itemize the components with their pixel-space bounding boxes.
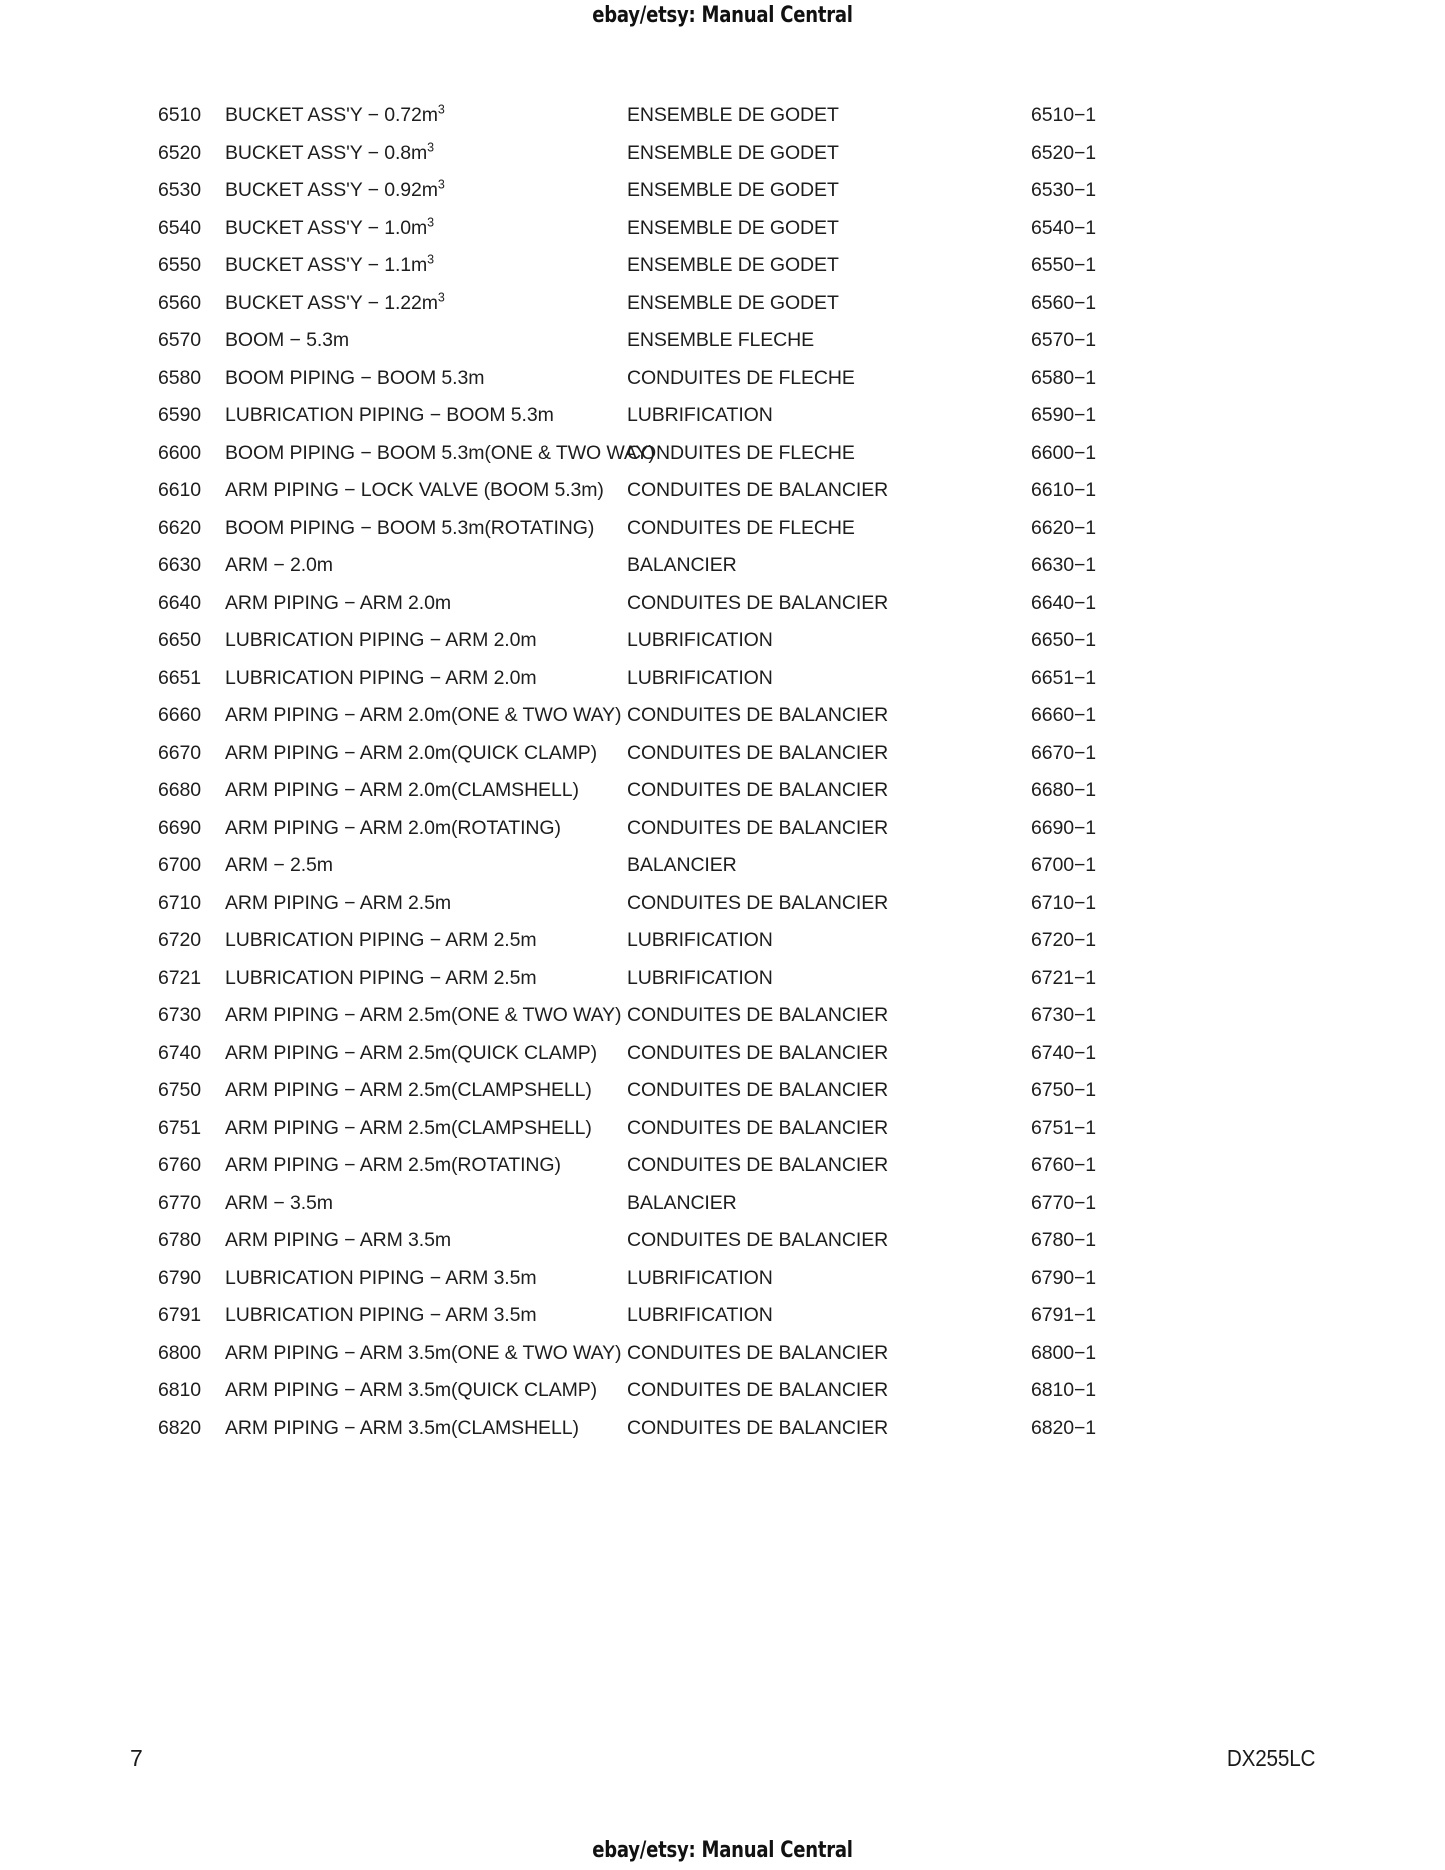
part-description-french: CONDUITES DE BALANCIER bbox=[627, 591, 889, 614]
table-row bbox=[0, 217, 1445, 255]
part-description-french: CONDUITES DE BALANCIER bbox=[627, 1116, 889, 1139]
part-description-french: CONDUITES DE BALANCIER bbox=[627, 1379, 889, 1401]
table-row bbox=[0, 367, 1445, 405]
part-reference: 6770−1 bbox=[1031, 1191, 1097, 1214]
part-reference: 6810−1 bbox=[1031, 1379, 1097, 1401]
part-description-english: BOOM − 5.3m bbox=[225, 329, 350, 351]
part-code: 6570 bbox=[158, 329, 201, 351]
part-code: 6651 bbox=[158, 666, 201, 689]
part-description-english: ARM − 2.5m bbox=[225, 854, 333, 876]
part-description-english: BUCKET $ASS'Y - 0.8m^3$ bbox=[225, 140, 435, 164]
table-row bbox=[0, 817, 1445, 855]
part-description-french: CONDUITES DE BALANCIER bbox=[627, 1229, 889, 1251]
table-row bbox=[0, 1042, 1445, 1080]
part-description-english: ARM − 2.0m bbox=[225, 554, 333, 576]
table-row bbox=[0, 1342, 1445, 1380]
part-description-english: LUBRICATION PIPING − ARM 2.0m bbox=[225, 666, 537, 689]
part-description-french: BALANCIER bbox=[627, 1191, 737, 1214]
part-description-english: ARM PIPING − ARM 3.5m(CLAMSHELL) bbox=[225, 1416, 579, 1439]
part-reference: 6600−1 bbox=[1031, 441, 1097, 464]
table-row bbox=[0, 179, 1445, 217]
table-row bbox=[0, 1117, 1445, 1155]
table-row bbox=[0, 442, 1445, 480]
part-description-english: BUCKET $ASS'Y - 0.72m^3$ bbox=[225, 102, 445, 126]
part-code: 6800 bbox=[158, 1341, 201, 1364]
part-reference: 6751−1 bbox=[1031, 1116, 1097, 1139]
part-description-english: ARM PIPING − ARM 2.0m(ONE & TWO WAY) bbox=[225, 704, 622, 726]
part-description-english: LUBRICATION PIPING − ARM 2.5m bbox=[225, 966, 537, 989]
part-reference: 6721−1 bbox=[1031, 966, 1097, 989]
part-code: 6710 bbox=[158, 891, 201, 914]
table-row bbox=[0, 479, 1445, 517]
part-reference: 6510−1 bbox=[1031, 104, 1097, 126]
table-row bbox=[0, 592, 1445, 630]
part-description-french: LUBRIFICATION bbox=[627, 629, 773, 651]
part-reference: 6760−1 bbox=[1031, 1154, 1097, 1176]
part-code: 6780 bbox=[158, 1229, 201, 1251]
table-row bbox=[0, 254, 1445, 292]
part-reference: 6690−1 bbox=[1031, 816, 1097, 839]
part-code: 6750 bbox=[158, 1079, 201, 1101]
part-description-french: CONDUITES DE BALANCIER bbox=[627, 741, 889, 764]
part-reference: 6800−1 bbox=[1031, 1341, 1097, 1364]
part-reference: 6820−1 bbox=[1031, 1416, 1097, 1439]
part-reference: 6700−1 bbox=[1031, 854, 1097, 876]
part-description-french: CONDUITES DE BALANCIER bbox=[627, 1416, 889, 1439]
part-code: 6820 bbox=[158, 1416, 201, 1439]
part-code: 6610 bbox=[158, 479, 201, 501]
table-row bbox=[0, 779, 1445, 817]
table-row bbox=[0, 329, 1445, 367]
part-description-english: ARM PIPING − ARM 3.5m bbox=[225, 1229, 451, 1251]
table-row bbox=[0, 292, 1445, 330]
table-row bbox=[0, 1379, 1445, 1417]
part-code: 6670 bbox=[158, 741, 201, 764]
superscript-three: 3 bbox=[437, 290, 445, 304]
part-code: 6721 bbox=[158, 966, 201, 989]
part-code: 6740 bbox=[158, 1041, 201, 1064]
part-description-english: ARM PIPING − ARM 2.0m(ROTATING) bbox=[225, 816, 561, 839]
part-description-french: LUBRIFICATION bbox=[627, 1266, 773, 1289]
part-code: 6620 bbox=[158, 516, 201, 539]
part-reference: 6630−1 bbox=[1031, 554, 1097, 576]
part-code: 6791 bbox=[158, 1304, 201, 1326]
part-description-french: CONDUITES DE FLECHE bbox=[627, 366, 855, 389]
part-code: 6650 bbox=[158, 629, 201, 651]
part-code: 6560 bbox=[158, 291, 201, 314]
part-description-english: ARM PIPING − ARM 2.5m(ONE & TWO WAY) bbox=[225, 1004, 622, 1026]
part-description-english: ARM PIPING − ARM 2.5m(QUICK CLAMP) bbox=[225, 1041, 598, 1064]
part-code: 6770 bbox=[158, 1191, 201, 1214]
superscript-three: 3 bbox=[427, 215, 435, 229]
table-row bbox=[0, 742, 1445, 780]
watermark-header: ebay/etsy: Manual Central bbox=[592, 3, 853, 28]
model-designation: DX255LC bbox=[1226, 1745, 1315, 1771]
table-row bbox=[0, 1154, 1445, 1192]
superscript-three: 3 bbox=[427, 140, 435, 154]
part-description-french: CONDUITES DE BALANCIER bbox=[627, 1041, 889, 1064]
part-description-english: LUBRICATION PIPING − BOOM 5.3m bbox=[225, 404, 554, 426]
part-description-english: ARM PIPING − ARM 2.5m(CLAMPSHELL) bbox=[225, 1116, 592, 1139]
superscript-three: 3 bbox=[437, 177, 445, 192]
part-description-english: BUCKET $ASS'Y - 1.1m^3$ bbox=[225, 252, 435, 276]
part-code: 6790 bbox=[158, 1266, 201, 1289]
table-row bbox=[0, 1192, 1445, 1230]
part-code: 6510 bbox=[158, 104, 201, 126]
part-description-french: CONDUITES DE BALANCIER bbox=[627, 479, 889, 501]
part-reference: 6520−1 bbox=[1031, 141, 1097, 164]
part-reference: 6570−1 bbox=[1031, 329, 1097, 351]
part-description-english: ARM PIPING − ARM 2.5m(CLAMPSHELL) bbox=[225, 1079, 592, 1101]
part-code: 6590 bbox=[158, 404, 201, 426]
part-reference: 6660−1 bbox=[1031, 704, 1097, 726]
part-description-english: ARM PIPING − ARM 2.0m bbox=[225, 591, 451, 614]
table-row bbox=[0, 404, 1445, 442]
part-reference: 6730−1 bbox=[1031, 1004, 1097, 1026]
part-description-french: ENSEMBLE DE GODET bbox=[627, 291, 839, 314]
part-description-english: ARM PIPING − ARM 2.0m(QUICK CLAMP) bbox=[225, 741, 598, 764]
part-description-french: LUBRIFICATION bbox=[627, 666, 773, 689]
part-reference: 6580−1 bbox=[1031, 366, 1097, 389]
part-description-french: CONDUITES DE BALANCIER bbox=[627, 1004, 889, 1026]
part-description-french: ENSEMBLE FLECHE bbox=[627, 329, 815, 351]
part-code: 6810 bbox=[158, 1379, 201, 1401]
part-reference: 6780−1 bbox=[1031, 1229, 1097, 1251]
table-row bbox=[0, 854, 1445, 892]
part-reference: 6620−1 bbox=[1031, 516, 1097, 539]
table-row bbox=[0, 517, 1445, 555]
part-reference: 6670−1 bbox=[1031, 741, 1097, 764]
part-code: 6760 bbox=[158, 1154, 201, 1176]
part-reference: 6791−1 bbox=[1031, 1304, 1097, 1326]
part-description-english: ARM PIPING − ARM 3.5m(QUICK CLAMP) bbox=[225, 1379, 598, 1401]
part-reference: 6560−1 bbox=[1031, 291, 1097, 314]
part-reference: 6750−1 bbox=[1031, 1079, 1097, 1101]
table-row bbox=[0, 1267, 1445, 1305]
part-reference: 6680−1 bbox=[1031, 779, 1097, 801]
part-code: 6530 bbox=[158, 179, 201, 201]
part-code: 6730 bbox=[158, 1004, 201, 1026]
part-reference: 6530−1 bbox=[1031, 179, 1097, 201]
part-description-french: CONDUITES DE BALANCIER bbox=[627, 779, 889, 801]
part-code: 6550 bbox=[158, 254, 201, 276]
part-description-french: LUBRIFICATION bbox=[627, 929, 773, 951]
part-code: 6600 bbox=[158, 441, 201, 464]
part-description-french: CONDUITES DE FLECHE bbox=[627, 516, 855, 539]
part-code: 6751 bbox=[158, 1116, 201, 1139]
table-row bbox=[0, 929, 1445, 967]
part-description-french: LUBRIFICATION bbox=[627, 966, 773, 989]
part-description-english: ARM PIPING − ARM 2.0m(CLAMSHELL) bbox=[225, 779, 579, 801]
part-description-french: LUBRIFICATION bbox=[627, 1304, 773, 1326]
part-description-english: ARM PIPING − ARM 2.5m bbox=[225, 891, 451, 914]
part-code: 6520 bbox=[158, 141, 201, 164]
table-row bbox=[0, 667, 1445, 705]
part-reference: 6640−1 bbox=[1031, 591, 1097, 614]
table-row bbox=[0, 629, 1445, 667]
part-description-french: CONDUITES DE BALANCIER bbox=[627, 1341, 889, 1364]
part-code: 6630 bbox=[158, 554, 201, 576]
table-row bbox=[0, 1304, 1445, 1342]
part-description-french: CONDUITES DE BALANCIER bbox=[627, 1154, 889, 1176]
table-row bbox=[0, 892, 1445, 930]
part-reference: 6610−1 bbox=[1031, 479, 1097, 501]
part-description-english: LUBRICATION PIPING − ARM 3.5m bbox=[225, 1266, 537, 1289]
part-code: 6540 bbox=[158, 216, 201, 239]
table-row bbox=[0, 104, 1445, 142]
part-code: 6690 bbox=[158, 816, 201, 839]
part-description-french: CONDUITES DE FLECHE bbox=[627, 441, 855, 464]
superscript-three: 3 bbox=[427, 252, 435, 267]
part-description-english: ARM PIPING − ARM 3.5m(ONE & TWO WAY) bbox=[225, 1341, 622, 1364]
part-description-english: BOOM PIPING − BOOM 5.3m(ROTATING) bbox=[225, 516, 595, 539]
part-description-english: ARM PIPING − LOCK VALVE (BOOM 5.3m) bbox=[225, 479, 604, 501]
part-description-english: ARM − 3.5m bbox=[225, 1191, 333, 1214]
table-row bbox=[0, 704, 1445, 742]
part-description-french: BALANCIER bbox=[627, 554, 737, 576]
table-row bbox=[0, 1417, 1445, 1455]
table-row bbox=[0, 142, 1445, 180]
part-description-english: ARM PIPING − ARM 2.5m(ROTATING) bbox=[225, 1154, 561, 1176]
part-description-english: LUBRICATION PIPING − ARM 3.5m bbox=[225, 1304, 537, 1326]
part-reference: 6650−1 bbox=[1031, 629, 1097, 651]
part-reference: 6710−1 bbox=[1031, 891, 1097, 914]
page-footer bbox=[0, 1745, 1445, 1785]
part-description-french: CONDUITES DE BALANCIER bbox=[627, 1079, 889, 1101]
page-number: 7 bbox=[130, 1745, 143, 1771]
part-code: 6580 bbox=[158, 366, 201, 389]
watermark-footer: ebay/etsy: Manual Central bbox=[592, 1838, 853, 1863]
table-row bbox=[0, 967, 1445, 1005]
part-code: 6640 bbox=[158, 591, 201, 614]
part-description-english: LUBRICATION PIPING − ARM 2.5m bbox=[225, 929, 537, 951]
part-description-french: CONDUITES DE BALANCIER bbox=[627, 704, 889, 726]
part-description-french: ENSEMBLE DE GODET bbox=[627, 141, 839, 164]
part-description-french: ENSEMBLE DE GODET bbox=[627, 179, 839, 201]
part-description-english: BOOM PIPING − BOOM 5.3m bbox=[225, 366, 485, 389]
part-reference: 6550−1 bbox=[1031, 254, 1097, 276]
part-reference: 6740−1 bbox=[1031, 1041, 1097, 1064]
part-description-french: CONDUITES DE BALANCIER bbox=[627, 891, 889, 914]
table-row bbox=[0, 554, 1445, 592]
part-reference: 6651−1 bbox=[1031, 666, 1097, 689]
table-row bbox=[0, 1079, 1445, 1117]
part-code: 6700 bbox=[158, 854, 201, 876]
part-reference: 6790−1 bbox=[1031, 1266, 1097, 1289]
part-description-french: BALANCIER bbox=[627, 854, 737, 876]
part-description-french: ENSEMBLE DE GODET bbox=[627, 216, 839, 239]
part-description-english: BUCKET $ASS'Y - 0.92m^3$ bbox=[225, 177, 445, 201]
table-row bbox=[0, 1004, 1445, 1042]
part-description-french: CONDUITES DE BALANCIER bbox=[627, 816, 889, 839]
part-code: 6660 bbox=[158, 704, 201, 726]
part-description-english: LUBRICATION PIPING − ARM 2.0m bbox=[225, 629, 537, 651]
part-code: 6720 bbox=[158, 929, 201, 951]
part-description-english: BUCKET $ASS'Y - 1.22m^3$ bbox=[225, 290, 445, 314]
part-description-english: BOOM PIPING − BOOM 5.3m(ONE & TWO WAY) bbox=[225, 441, 655, 464]
part-description-french: ENSEMBLE DE GODET bbox=[627, 254, 839, 276]
part-reference: 6590−1 bbox=[1031, 404, 1097, 426]
part-description-french: LUBRIFICATION bbox=[627, 404, 773, 426]
table-row bbox=[0, 1229, 1445, 1267]
part-description-french: ENSEMBLE DE GODET bbox=[627, 104, 839, 126]
part-code: 6680 bbox=[158, 779, 201, 801]
part-reference: 6720−1 bbox=[1031, 929, 1097, 951]
part-reference: 6540−1 bbox=[1031, 216, 1097, 239]
parts-list-table bbox=[0, 104, 1445, 1454]
superscript-three: 3 bbox=[437, 102, 445, 117]
part-description-english: BUCKET $ASS'Y - 1.0m^3$ bbox=[225, 215, 435, 239]
